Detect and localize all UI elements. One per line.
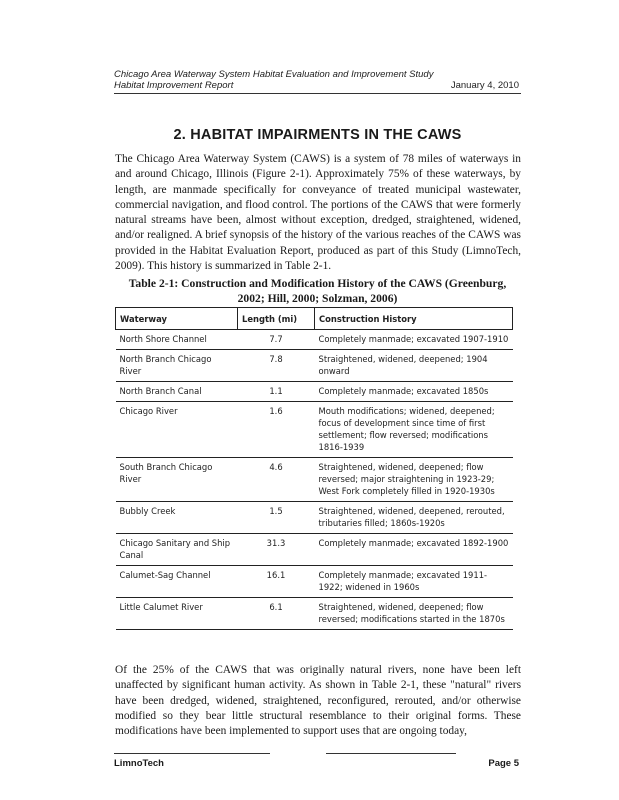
cell-waterway: South Branch Chicago River: [116, 458, 238, 502]
cell-waterway: Bubbly Creek: [116, 502, 238, 534]
cell-waterway: North Shore Channel: [116, 330, 238, 350]
footer-company: LimnoTech: [114, 758, 164, 769]
table-caption: Table 2-1: Construction and Modification History of the CAWS (Greenburg, 2002; Hill, 2000; Solzman, 2006): [128, 277, 507, 305]
cell-waterway: North Branch Chicago River: [116, 350, 238, 382]
caws-history-table: [115, 307, 513, 630]
cell-waterway: Little Calumet River: [116, 598, 238, 630]
cell-length: 16.1: [238, 566, 315, 598]
cell-history: Completely manmade; excavated 1850s: [315, 382, 513, 402]
cell-waterway: Chicago Sanitary and Ship Canal: [116, 534, 238, 566]
cell-waterway: Calumet-Sag Channel: [116, 566, 238, 598]
cell-waterway: North Branch Canal: [116, 382, 238, 402]
footer-rule-left: [114, 753, 270, 754]
cell-length: 6.1: [238, 598, 315, 630]
cell-history: Completely manmade; excavated 1907-1910: [315, 330, 513, 350]
running-header-title: Chicago Area Waterway System Habitat Evaluation and Improvement Study: [114, 69, 434, 80]
cell-history: Straightened, widened, deepened; flow reversed; major straightening in 1923-29; West Fork completely filled in 1920-1930s: [315, 458, 513, 502]
cell-history: Straightened, widened, deepened; 1904 onward: [315, 350, 513, 382]
cell-waterway: Chicago River: [116, 402, 238, 458]
cell-length: 7.7: [238, 330, 315, 350]
table-row: [116, 382, 513, 402]
footer-rule-right: [326, 753, 456, 754]
section-title: 2. HABITAT IMPAIRMENTS IN THE CAWS: [173, 127, 462, 143]
cell-length: 1.5: [238, 502, 315, 534]
header-rule: [114, 93, 521, 94]
page-number: Page 5: [488, 758, 519, 769]
table-header-row: [116, 308, 513, 330]
header-date: January 4, 2010: [450, 80, 519, 91]
column-header-waterway: Waterway: [116, 308, 238, 330]
table-row: [116, 350, 513, 382]
cell-history: Completely manmade; excavated 1892-1900: [315, 534, 513, 566]
table-row: [116, 534, 513, 566]
table-row: [116, 330, 513, 350]
table-row: [116, 502, 513, 534]
cell-length: 7.8: [238, 350, 315, 382]
column-header-history: Construction History: [315, 308, 513, 330]
table-row: [116, 458, 513, 502]
followup-paragraph: Of the 25% of the CAWS that was originally natural rivers, none have been left unaffected by significant human activity. As shown in Table 2-1, these "natural" rivers have been dredged, widened, straightened, reconfigured, rerouted, and/or otherwise modified so they bear little structural resemblance to their original forms. These modifications have been implemented to support uses that are ongoing today,: [115, 664, 521, 738]
running-header-subtitle: Habitat Improvement Report: [114, 80, 234, 91]
intro-paragraph: The Chicago Area Waterway System (CAWS) is a system of 78 miles of waterways in and around Chicago, Illinois (Figure 2-1). Approximately 75% of these waterways, by length, are manmade specifically for conveyance of treated municipal wastewater, commercial navigation, and flood control. The portions of the CAWS that were formerly natural streams have been, almost without exception, dredged, straightened, widened, and/or realigned. A brief synopsis of the history of the various reaches of the CAWS was provided in the Habitat Evaluation Report, produced as part of this Study (LimnoTech, 2009). This history is summarized in Table 2-1.: [115, 153, 521, 273]
cell-history: Straightened, widened, deepened; flow reversed; modifications started in the 1870s: [315, 598, 513, 630]
table-row: [116, 598, 513, 630]
cell-history: Mouth modifications; widened, deepened; focus of development since time of first settlement; flow reversed; modifications 1816-1939: [315, 402, 513, 458]
cell-history: Completely manmade; excavated 1911-1922; widened in 1960s: [315, 566, 513, 598]
cell-length: 4.6: [238, 458, 315, 502]
cell-length: 1.1: [238, 382, 315, 402]
table-row: [116, 566, 513, 598]
cell-length: 1.6: [238, 402, 315, 458]
table-row: [116, 402, 513, 458]
cell-length: 31.3: [238, 534, 315, 566]
column-header-length: Length (mi): [238, 308, 315, 330]
cell-history: Straightened, widened, deepened, rerouted, tributaries filled; 1860s-1920s: [315, 502, 513, 534]
